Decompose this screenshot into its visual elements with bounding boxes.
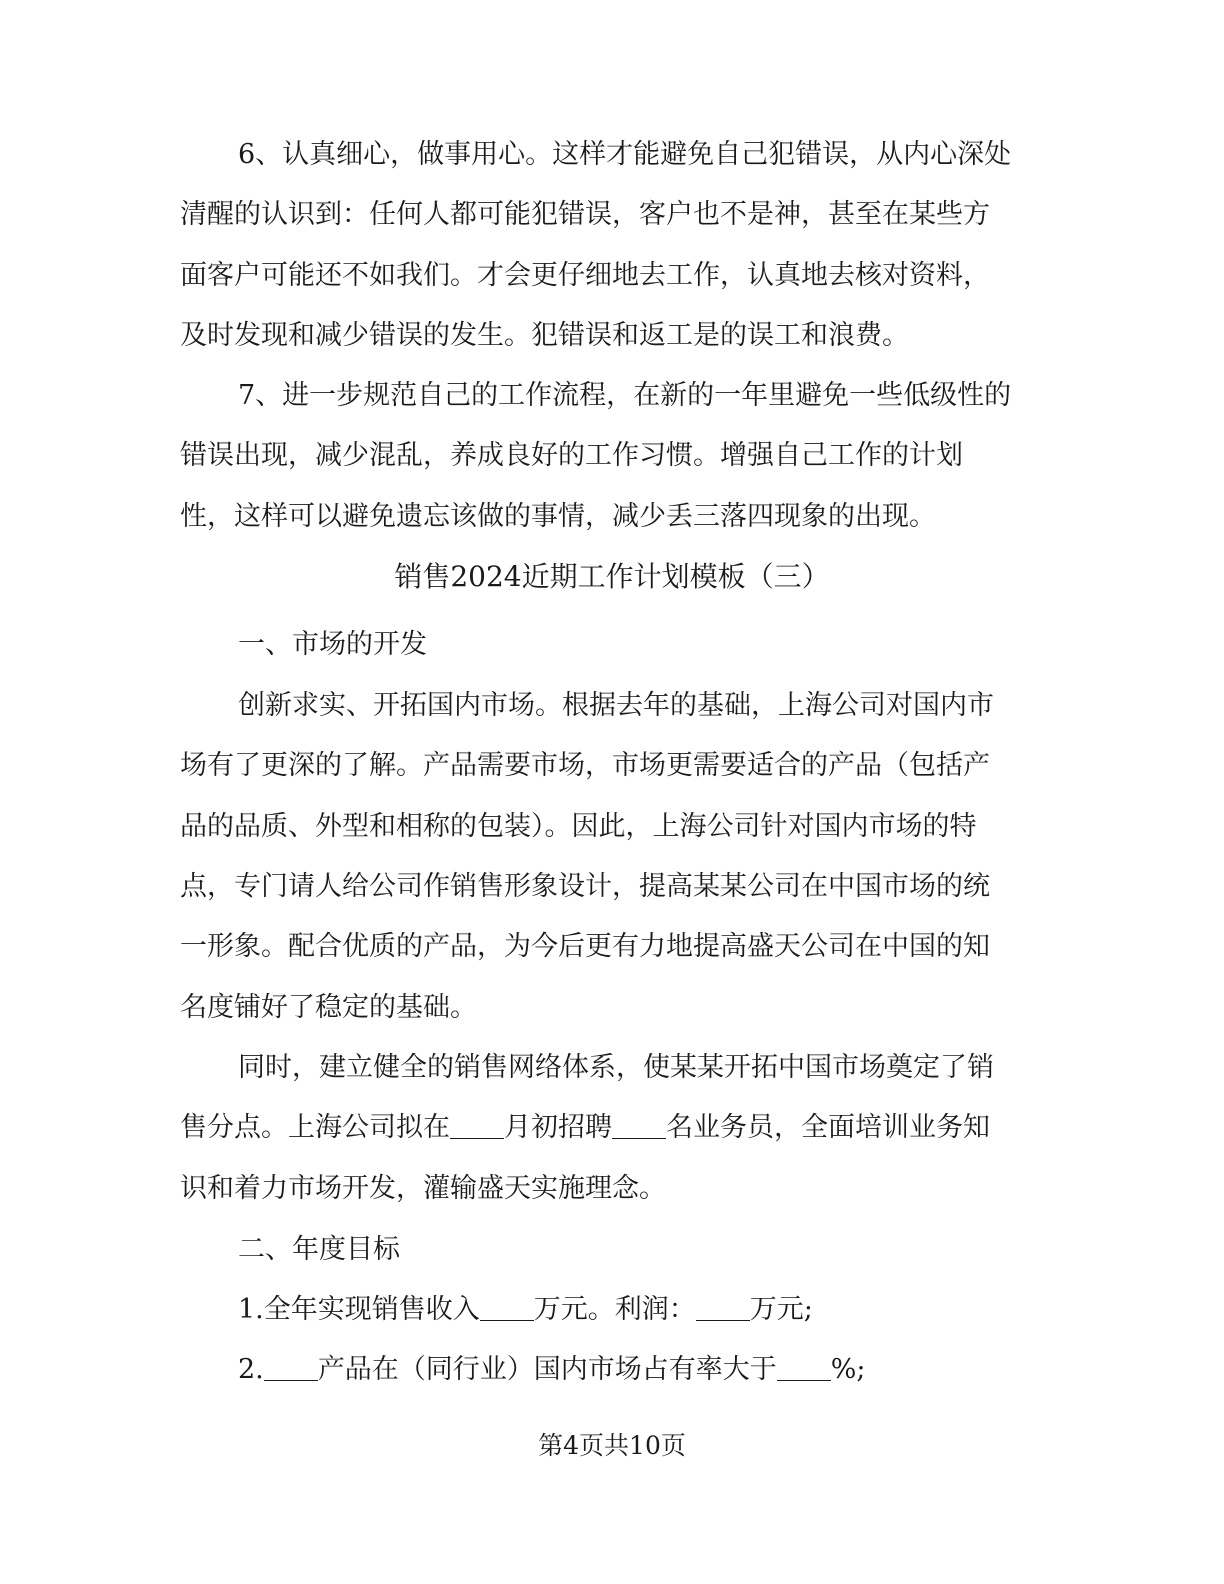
- goal-1-text-a: 1.全年实现销售收入: [238, 1294, 480, 1325]
- section-1-para-1-line-4: 点，专门请人给公司作销售形象设计，提高某某公司在中国市场的统: [180, 871, 990, 902]
- paragraph-6-line-3: 面客户可能还不如我们。才会更仔细地去工作，认真地去核对资料，: [180, 260, 990, 291]
- goal-2-text-a: 2.: [238, 1354, 264, 1385]
- goal-1-text-b: 万元。利润：: [533, 1294, 696, 1325]
- section-1-para-1-line-6: 名度铺好了稳定的基础。: [180, 992, 477, 1023]
- fill-in-blank: [480, 1319, 534, 1321]
- page-number-footer: 第4页共10页: [538, 1431, 686, 1460]
- goal-2-line: [238, 1356, 866, 1383]
- fill-in-blank: [777, 1379, 831, 1381]
- para-2-line-2-text-a: 售分点。上海公司拟在: [180, 1112, 450, 1143]
- paragraph-7-line-3: 性，这样可以避免遗忘该做的事情，减少丢三落四现象的出现。: [180, 501, 936, 532]
- paragraph-6-line-4: 及时发现和减少错误的发生。犯错误和返工是的误工和浪费。: [180, 320, 909, 351]
- section-1-para-1-line-2: 场有了更深的了解。产品需要市场，市场更需要适合的产品（包括产: [180, 750, 990, 781]
- fill-in-blank: [264, 1379, 318, 1381]
- section-1-para-1-line-5: 一形象。配合优质的产品，为今后更有力地提高盛天公司在中国的知: [180, 931, 990, 962]
- paragraph-7-line-1: 7、进一步规范自己的工作流程，在新的一年里避免一些低级性的: [238, 380, 1012, 411]
- section-2-heading: 二、年度目标: [238, 1234, 400, 1265]
- goal-1-line: [238, 1296, 813, 1323]
- paragraph-7-line-2: 错误出现，减少混乱，养成良好的工作习惯。增强自己工作的计划: [180, 440, 963, 471]
- goal-2-text-c: %;: [830, 1354, 866, 1385]
- goal-1-text-c: 万元;: [749, 1294, 813, 1325]
- section-title: 销售2024近期工作计划模板（三）: [394, 560, 830, 593]
- para-2-line-2-text-c: 名业务员，全面培训业务知: [666, 1112, 990, 1143]
- goal-2-text-b: 产品在（同行业）国内市场占有率大于: [317, 1354, 777, 1385]
- paragraph-6-line-1: 6、认真细心，做事用心。这样才能避免自己犯错误，从内心深处: [238, 139, 1012, 170]
- section-1-para-2-line-1: 同时，建立健全的销售网络体系，使某某开拓中国市场奠定了销: [238, 1052, 994, 1083]
- section-1-para-1-line-3: 品的品质、外型和相称的包装）。因此，上海公司针对国内市场的特: [180, 811, 977, 842]
- section-1-heading: 一、市场的开发: [238, 629, 427, 660]
- section-1-para-1-line-1: 创新求实、开拓国内市场。根据去年的基础，上海公司对国内市: [238, 690, 994, 721]
- fill-in-blank: [696, 1319, 750, 1321]
- paragraph-6-line-2: 清醒的认识到：任何人都可能犯错误，客户也不是神，甚至在某些方: [180, 199, 990, 230]
- fill-in-blank: [450, 1137, 504, 1139]
- para-2-line-2-text-b: 月初招聘: [504, 1112, 612, 1143]
- fill-in-blank: [612, 1137, 666, 1139]
- section-1-para-2-line-3: 识和着力市场开发，灌输盛天实施理念。: [180, 1173, 666, 1204]
- section-1-para-2-line-2: [180, 1114, 990, 1141]
